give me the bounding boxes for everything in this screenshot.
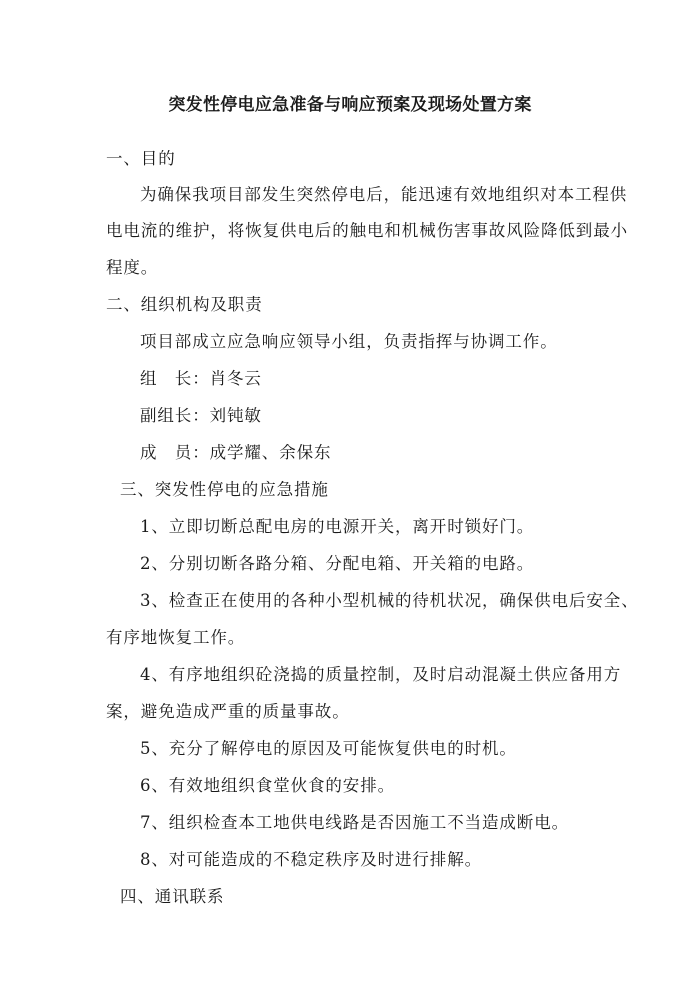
role-deputy-leader — [140, 406, 262, 426]
measure-item: 7、组织检查本工地供电线路是否因施工不当造成断电。 — [140, 813, 569, 832]
document-title: 突发性停电应急准备与响应预案及现场处置方案 — [168, 95, 532, 115]
section-heading-communications: 四、通讯联系 — [120, 887, 225, 906]
measure-item-continuation: 案，避免造成严重的质量事故。 — [106, 702, 350, 721]
section-heading-measures: 三、突发性停电的应急措施 — [120, 480, 329, 499]
role-names: 成学耀、余保东 — [209, 443, 332, 462]
paragraph-line: 程度。 — [106, 258, 159, 277]
role-names: 刘钝敏 — [209, 406, 262, 425]
role-leader — [140, 369, 262, 389]
measure-item: 1、立即切断总配电房的电源开关，离开时锁好门。 — [140, 517, 535, 536]
measure-item: 8、对可能造成的不稳定秩序及时进行排解。 — [140, 850, 482, 869]
measure-item-continuation: 有序地恢复工作。 — [106, 628, 246, 647]
role-label: 组 长： — [140, 369, 210, 388]
role-members — [140, 443, 331, 463]
paragraph-line: 为确保我项目部发生突然停电后，能迅速有效地组织对本工程供 — [140, 185, 628, 204]
measure-item: 5、充分了解停电的原因及可能恢复供电的时机。 — [140, 739, 517, 758]
measure-item: 4、有序地组织砼浇捣的质量控制，及时启动混凝土供应备用方 — [140, 665, 622, 684]
paragraph-line: 电电流的维护，将恢复供电后的触电和机械伤害事故风险降低到最小 — [106, 221, 628, 240]
section-heading-organization: 二、组织机构及职责 — [106, 295, 263, 314]
role-label: 副组长： — [140, 406, 210, 425]
measure-item: 6、有效地组织食堂伙食的安排。 — [140, 776, 395, 795]
measure-item: 3、检查正在使用的各种小型机械的待机状况，确保供电后安全、 — [140, 591, 639, 610]
section-heading-purpose: 一、目的 — [106, 149, 176, 168]
measure-item: 2、分别切断各路分箱、分配电箱、开关箱的电路。 — [140, 554, 535, 573]
organization-intro: 项目部成立应急响应领导小组，负责指挥与协调工作。 — [140, 332, 558, 351]
role-label: 成 员： — [140, 443, 210, 462]
role-names: 肖冬云 — [209, 369, 262, 388]
